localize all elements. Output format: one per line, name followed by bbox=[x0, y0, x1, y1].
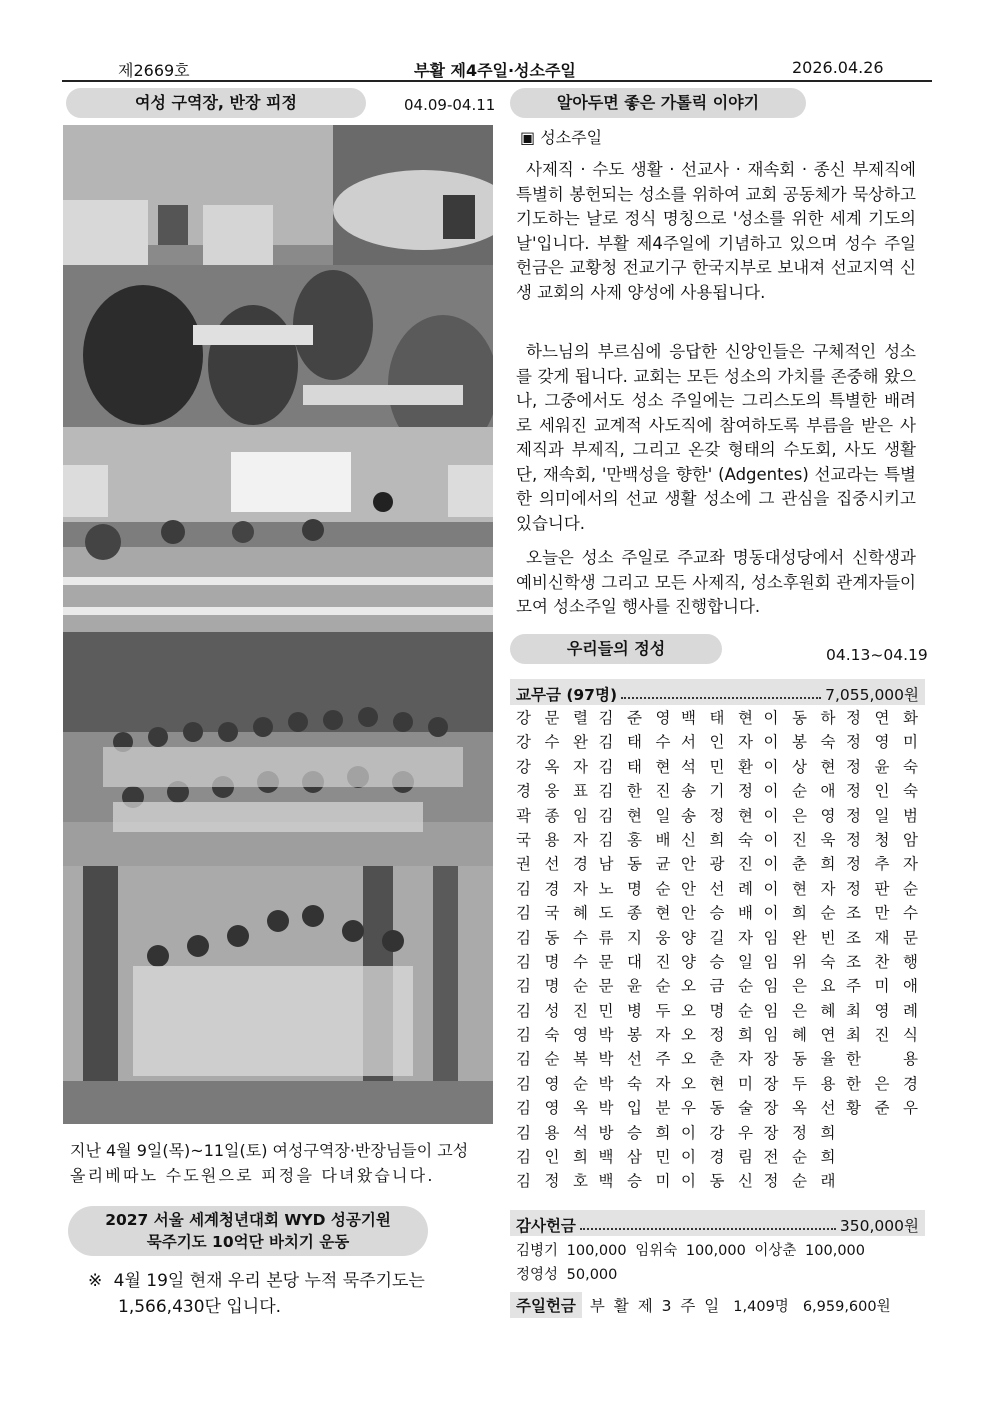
thanks-offering-label: 감사헌금 bbox=[516, 1217, 576, 1235]
offering-dates: 04.13~04.19 bbox=[826, 646, 928, 664]
donor-name: 황 준 우 bbox=[846, 1099, 918, 1118]
donor-name: 정 연 화 bbox=[846, 709, 918, 727]
donor-name: 임 완 빈 bbox=[763, 928, 836, 947]
school-fee-label: 교무금 (97명) bbox=[516, 686, 618, 704]
donor-row bbox=[516, 1047, 918, 1071]
donor-name: 최 영 례 bbox=[846, 1001, 918, 1020]
sunday-offering-week: 부 활 제 3 주 일 bbox=[589, 1297, 720, 1315]
donor-name: 이 동 하 bbox=[763, 709, 836, 727]
retreat-photo-lecture bbox=[63, 427, 493, 632]
donor-name: 이 현 자 bbox=[763, 879, 836, 898]
donor-row bbox=[516, 1072, 918, 1096]
retreat-photo-group-trees bbox=[63, 866, 493, 1124]
paragraph-1: 사제직 · 수도 생활 · 선교사 · 재속회 · 종신 부제직에 특별히 봉헌되는 성소를 위하여 교회 공동체가 묵상하고 기도하는 날로 정식 명칭으로 '성소를 위한 세계 기도의 날'입니다. 부활 제4주일에 기념하고 있으며 성수 주일 헌금은 교황청 전교기구 한국지부로 보내져 선교지역 신생 교회의 사제 양성에 사용됩니다. bbox=[516, 160, 916, 302]
school-fee-amount: 7,055,000원 bbox=[825, 686, 919, 704]
donor-name: 신 희 숙 bbox=[681, 830, 753, 849]
donor-name: 안 광 진 bbox=[681, 855, 753, 874]
offering-section-title: 우리들의 정성 bbox=[510, 634, 722, 664]
wyd-title-line1: 2027 서울 세계청년대회 WYD 성공기원 bbox=[105, 1211, 391, 1229]
donor-name: 이 은 영 bbox=[763, 806, 836, 825]
donor-name: 김 국 혜 bbox=[516, 904, 588, 923]
donor-name: 이 봉 숙 bbox=[763, 733, 836, 752]
school-fee-line bbox=[510, 679, 925, 705]
donor-name: 김 태 현 bbox=[598, 757, 671, 776]
donor-name bbox=[846, 1145, 918, 1169]
donor-name: 정 인 숙 bbox=[846, 782, 918, 801]
donor-name: 백 삼 민 bbox=[598, 1148, 671, 1167]
issue-date: 2026.04.26 bbox=[792, 58, 884, 77]
donor-name: 정 윤 숙 bbox=[846, 757, 918, 776]
donor-names-table bbox=[516, 706, 918, 1194]
retreat-section-title: 여성 구역장, 반장 피정 bbox=[66, 88, 366, 118]
donor-name: 임 혜 연 bbox=[763, 1026, 836, 1045]
donor-name: 남 동 균 bbox=[598, 855, 671, 874]
sunday-offering-line bbox=[510, 1292, 925, 1318]
donor-name: 오 정 희 bbox=[681, 1026, 753, 1045]
donor-row bbox=[516, 926, 918, 950]
donor-name: 김 준 영 bbox=[598, 709, 671, 727]
donor-name: 방 승 희 bbox=[598, 1123, 671, 1142]
donor-name: 조 찬 행 bbox=[846, 952, 918, 971]
donor-name: 송 기 정 bbox=[681, 782, 753, 801]
donor-row bbox=[516, 901, 918, 925]
donor-name: 오 현 미 bbox=[681, 1074, 753, 1093]
donor-name: 이 순 애 bbox=[763, 782, 836, 801]
donor-name: 장 동 율 bbox=[763, 1050, 836, 1069]
donor-name: 송 정 현 bbox=[681, 806, 753, 825]
donor-name: 경 웅 표 bbox=[516, 782, 588, 801]
thanks-offering-amount: 350,000원 bbox=[839, 1217, 919, 1235]
donor-name: 장 정 희 bbox=[763, 1123, 836, 1142]
school-fee-dots bbox=[621, 697, 821, 699]
donor-name: 김 순 복 bbox=[516, 1050, 588, 1069]
donor-name: 우 동 술 bbox=[681, 1099, 753, 1118]
donor-name: 전 순 희 bbox=[763, 1148, 836, 1167]
donor-name: 박 숙 자 bbox=[598, 1074, 671, 1093]
donor-name: 박 선 주 bbox=[598, 1050, 671, 1069]
retreat-caption bbox=[70, 1138, 494, 1188]
donor-row bbox=[516, 950, 918, 974]
donor-row bbox=[516, 706, 918, 730]
donor-name: 한 은 경 bbox=[846, 1074, 918, 1093]
donor-name: 문 대 진 bbox=[598, 952, 671, 971]
donor-row bbox=[516, 974, 918, 998]
sunday-offering-label: 주일헌금 bbox=[510, 1292, 582, 1318]
donor-name: 이 춘 희 bbox=[763, 855, 836, 874]
donor-row bbox=[516, 804, 918, 828]
donor-name: 정 영 미 bbox=[846, 733, 918, 752]
retreat-caption-line2: 올리베따노 수도원으로 피정을 다녀왔습니다. bbox=[70, 1166, 435, 1185]
donor-name: 양 승 일 bbox=[681, 952, 753, 971]
donor-row bbox=[516, 1121, 918, 1145]
donor-name: 박 입 분 bbox=[598, 1099, 671, 1118]
donor-name: 정 순 래 bbox=[763, 1172, 836, 1191]
donor-name: 장 두 용 bbox=[763, 1074, 836, 1093]
wyd-note-line2: 1,566,430단 입니다. bbox=[118, 1297, 282, 1317]
donor-name: 강 옥 자 bbox=[516, 757, 588, 776]
paragraph-3: 오늘은 성소 주일로 주교좌 명동대성당에서 신학생과 예비신학생 그리고 모든 사제직, 성소후원회 관계자들이 모여 성소주일 행사를 진행합니다. bbox=[516, 548, 916, 616]
donor-name: 최 진 식 bbox=[846, 1026, 918, 1045]
donor-name: 안 승 배 bbox=[681, 904, 753, 923]
donor-name: 오 금 순 bbox=[681, 977, 753, 996]
retreat-caption-line1: 지난 4월 9일(목)~11일(토) 여성구역장·반장님들이 고성 bbox=[70, 1141, 469, 1160]
donor-name: 정 청 암 bbox=[846, 830, 918, 849]
donor-name: 강 수 완 bbox=[516, 733, 588, 752]
donor-name: 안 선 례 bbox=[681, 879, 753, 898]
donor-name: 정 추 자 bbox=[846, 855, 918, 874]
donor-row bbox=[516, 877, 918, 901]
donor-name: 백 승 미 bbox=[598, 1172, 671, 1191]
page-title: 부활 제4주일·성소주일 bbox=[414, 61, 576, 80]
donor-row bbox=[516, 755, 918, 779]
paragraph-2: 하느님의 부르심에 응답한 신앙인들은 구체적인 성소를 갖게 됩니다. 교회는 모든 성소의 가치를 존중해 왔으나, 그중에서도 성소 주일에는 그리스도의 특별한 배려로 세워진 교계적 사도직에 참여하도록 부름을 받은 사제직과 부제직, 그리고 온갖 형태의 수도회, 사도 생활단, 재속회, '만백성을 향한' (Adgentes) 선교라는 특별한 의미에서의 선교 생활 성소에 그 관심을 집중시키고 있습니다. bbox=[516, 342, 916, 533]
wyd-title-line2: 묵주기도 10억단 바치기 운동 bbox=[146, 1233, 350, 1251]
donor-name: 임 위 숙 bbox=[763, 952, 836, 971]
donor-name: 김 홍 배 bbox=[598, 830, 671, 849]
donor-name: 임 은 요 bbox=[763, 977, 836, 996]
header-rule bbox=[62, 80, 932, 82]
donor-name: 김 숙 영 bbox=[516, 1026, 588, 1045]
retreat-photo-group-forest bbox=[63, 632, 493, 866]
donor-name: 백 태 현 bbox=[681, 709, 753, 727]
wyd-section-title bbox=[68, 1206, 428, 1256]
donor-name: 김 명 순 bbox=[516, 977, 588, 996]
donor-name: 이 강 우 bbox=[681, 1123, 753, 1142]
donor-row bbox=[516, 1023, 918, 1047]
donor-name: 강 문 렬 bbox=[516, 709, 588, 727]
wyd-note-line1: 4월 19일 현재 우리 본당 누적 묵주기도는 bbox=[113, 1271, 425, 1291]
retreat-dates: 04.09-04.11 bbox=[404, 96, 496, 114]
donor-name: 김 인 희 bbox=[516, 1148, 588, 1167]
thanks-offering-details bbox=[516, 1239, 920, 1287]
donor-name: 도 종 현 bbox=[598, 904, 671, 923]
catholic-story-title: 알아두면 좋은 가톨릭 이야기 bbox=[510, 88, 806, 118]
donor-name: 이 진 욱 bbox=[763, 830, 836, 849]
donor-name: 김 한 진 bbox=[598, 782, 671, 801]
thanks-line-1: 김병기 100,000 임위숙 100,000 이상춘 100,000 bbox=[516, 1243, 865, 1259]
sunday-offering-count: 1,409명 bbox=[733, 1298, 789, 1315]
donor-name: 임 은 혜 bbox=[763, 1001, 836, 1020]
donor-name: 서 인 자 bbox=[681, 733, 753, 752]
donor-name: 정 판 순 bbox=[846, 879, 918, 898]
wyd-note-mark: ※ bbox=[88, 1271, 103, 1291]
sunday-offering-amount: 6,959,600원 bbox=[802, 1298, 891, 1315]
donor-name: 김 용 석 bbox=[516, 1123, 588, 1142]
donor-row bbox=[516, 1169, 918, 1193]
issue-number: 제2669호 bbox=[118, 61, 190, 80]
donor-name bbox=[846, 1121, 918, 1145]
donor-name: 이 동 신 bbox=[681, 1172, 753, 1191]
topic-heading: ▣ 성소주일 bbox=[520, 128, 603, 147]
thanks-offering-line bbox=[510, 1210, 925, 1236]
donor-name: 김 정 호 bbox=[516, 1172, 588, 1191]
donor-name: 조 재 문 bbox=[846, 928, 918, 947]
donor-name: 곽 종 임 bbox=[516, 806, 588, 825]
donor-name: 국 용 자 bbox=[516, 830, 588, 849]
donor-name: 민 병 두 bbox=[598, 1001, 671, 1020]
donor-row bbox=[516, 1145, 918, 1169]
donor-name: 문 윤 순 bbox=[598, 977, 671, 996]
donor-row bbox=[516, 828, 918, 852]
donor-name bbox=[846, 1169, 918, 1193]
donor-name: 노 명 순 bbox=[598, 879, 671, 898]
donor-name: 주 미 애 bbox=[846, 977, 918, 996]
donor-name: 김 영 옥 bbox=[516, 1099, 588, 1118]
donor-row bbox=[516, 1096, 918, 1120]
thanks-line-2: 정영성 50,000 bbox=[516, 1267, 618, 1283]
donor-name: 석 민 환 bbox=[681, 757, 753, 776]
donor-name: 이 경 림 bbox=[681, 1148, 753, 1167]
wyd-note bbox=[88, 1268, 425, 1320]
donor-name: 김 경 자 bbox=[516, 879, 588, 898]
donor-name: 정 일 범 bbox=[846, 806, 918, 825]
donor-name: 김 동 수 bbox=[516, 928, 588, 947]
donor-row bbox=[516, 779, 918, 803]
thanks-offering-dots bbox=[580, 1228, 836, 1230]
donor-name: 이 희 순 bbox=[763, 904, 836, 923]
donor-name: 김 명 수 bbox=[516, 952, 588, 971]
donor-name: 오 춘 자 bbox=[681, 1050, 753, 1069]
donor-row bbox=[516, 730, 918, 754]
donor-name: 장 옥 선 bbox=[763, 1099, 836, 1118]
donor-name: 한 용 bbox=[846, 1050, 918, 1069]
retreat-photo-chapel bbox=[63, 125, 493, 427]
donor-name: 김 태 수 bbox=[598, 733, 671, 752]
donor-name: 오 명 순 bbox=[681, 1001, 753, 1020]
donor-name: 김 성 진 bbox=[516, 1001, 588, 1020]
donor-name: 박 봉 자 bbox=[598, 1026, 671, 1045]
donor-name: 김 현 일 bbox=[598, 806, 671, 825]
donor-name: 권 선 경 bbox=[516, 855, 588, 874]
donor-name: 김 영 순 bbox=[516, 1074, 588, 1093]
donor-name: 류 지 웅 bbox=[598, 928, 671, 947]
donor-name: 양 길 자 bbox=[681, 928, 753, 947]
donor-name: 조 만 수 bbox=[846, 904, 918, 923]
donor-row bbox=[516, 852, 918, 876]
donor-row bbox=[516, 999, 918, 1023]
donor-name: 이 상 현 bbox=[763, 757, 836, 776]
